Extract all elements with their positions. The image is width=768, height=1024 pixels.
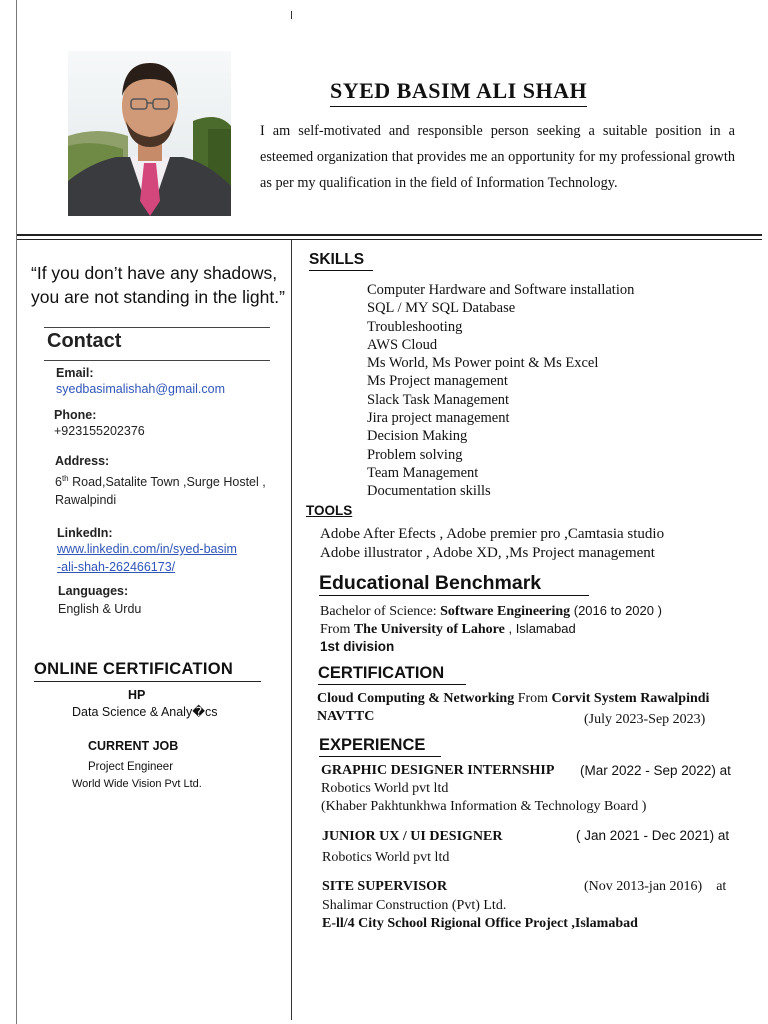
skill-item: Jira project management bbox=[367, 410, 510, 427]
header-divider-bottom bbox=[17, 239, 762, 240]
certification-course: Cloud Computing & Networking bbox=[317, 691, 515, 706]
certification-org: NAVTTC bbox=[317, 709, 375, 724]
header-divider-top bbox=[17, 234, 762, 236]
degree-prefix: Bachelor of Science: bbox=[320, 604, 441, 619]
degree-line bbox=[320, 602, 662, 620]
contact-rule-bottom bbox=[44, 360, 270, 361]
university-name: The University of Lahore bbox=[353, 622, 505, 637]
tools-heading: TOOLS bbox=[306, 503, 353, 518]
university-line bbox=[320, 620, 662, 638]
current-job-heading: CURRENT JOB bbox=[88, 739, 179, 753]
address-label: Address: bbox=[55, 454, 110, 468]
skill-item: Team Management bbox=[367, 464, 479, 481]
phone-block bbox=[54, 408, 145, 440]
profile-photo bbox=[68, 51, 231, 216]
certification-heading: CERTIFICATION bbox=[318, 664, 445, 682]
address-line-2: Rawalpindi bbox=[55, 493, 117, 508]
left-margin-line bbox=[16, 0, 17, 1024]
certification-institute: Corvit System Rawalpindi bbox=[551, 691, 710, 706]
column-divider bbox=[291, 240, 292, 1020]
certification-dates: (July 2023-Sep 2023) bbox=[584, 712, 706, 727]
university-city: , Islamabad bbox=[504, 621, 576, 636]
contact-heading: Contact bbox=[47, 330, 122, 352]
contact-rule-top bbox=[44, 327, 270, 328]
address-street: Road,Satalite Town ,Surge Hostel , bbox=[68, 475, 266, 490]
tools-line-1: Adobe After Efects , Adobe premier pro ,Camtasia studio bbox=[320, 526, 665, 542]
current-job-role: Project Engineer bbox=[88, 761, 174, 773]
skill-item: Troubleshooting bbox=[367, 318, 463, 335]
linkedin-block bbox=[57, 526, 237, 576]
candidate-name: SYED BASIM ALI SHAH bbox=[330, 78, 587, 107]
linkedin-link-line-2[interactable]: -ali-shah-262466173/ bbox=[57, 560, 176, 574]
skill-item: Problem solving bbox=[367, 446, 463, 463]
email-link[interactable]: syedbasimalishah@gmail.com bbox=[56, 382, 226, 396]
experience-heading: EXPERIENCE bbox=[319, 736, 426, 754]
education-heading: Educational Benchmark bbox=[319, 572, 542, 594]
job-dates: ( Jan 2021 - Dec 2021) at bbox=[576, 828, 730, 843]
phone-value: +923155202376 bbox=[54, 424, 145, 438]
division-line bbox=[320, 638, 662, 655]
tools-line-2: Adobe illustrator , Adobe XD, ,Ms Project management bbox=[320, 545, 655, 561]
quote-line-2: you are not standing in the light.” bbox=[31, 287, 285, 307]
languages-block bbox=[58, 584, 141, 618]
job-company: Shalimar Construction (Pvt) Ltd. bbox=[322, 898, 507, 913]
online-certification-heading: ONLINE CERTIFICATION bbox=[34, 660, 234, 678]
online-cert-course: Data Science & Analy�cs bbox=[72, 705, 218, 719]
skill-item: Decision Making bbox=[367, 428, 468, 445]
email-block bbox=[56, 366, 225, 398]
quote bbox=[31, 261, 291, 309]
education-rule bbox=[319, 595, 589, 596]
certification-rule bbox=[318, 684, 466, 685]
skill-item: Ms World, Ms Power point & Ms Excel bbox=[367, 355, 599, 372]
skill-item: AWS Cloud bbox=[367, 336, 438, 353]
skills-heading: SKILLS bbox=[309, 251, 365, 268]
skill-item: SQL / MY SQL Database bbox=[367, 300, 516, 317]
job-title: SITE SUPERVISOR bbox=[322, 879, 448, 894]
email-label: Email: bbox=[56, 366, 94, 380]
skill-item: Ms Project management bbox=[367, 373, 508, 390]
degree-years: (2016 to 2020 ) bbox=[570, 603, 662, 618]
certification-from: From bbox=[514, 691, 552, 706]
job-detail: E-ll/4 City School Rigional Office Project ,Islamabad bbox=[322, 916, 638, 931]
address-sup: th bbox=[61, 474, 69, 483]
division-text: division bbox=[339, 639, 395, 654]
degree-field: Software Engineering bbox=[440, 604, 571, 619]
address-line-1 bbox=[55, 470, 266, 491]
languages-label: Languages: bbox=[58, 584, 129, 598]
skill-item: Computer Hardware and Software installation bbox=[367, 282, 635, 298]
objective-text: I am self-motivated and responsible person seeking a suitable position in a esteemed organization that provides me an opportunity for my professional growth as per my qualification in the field of Information Technology. bbox=[260, 123, 735, 191]
skill-item: Documentation skills bbox=[367, 483, 491, 500]
current-job-company: World Wide Vision Pvt Ltd. bbox=[72, 778, 202, 790]
from-prefix: From bbox=[320, 622, 354, 637]
skills-list bbox=[367, 281, 634, 501]
skills-rule bbox=[309, 270, 373, 271]
job-company: Robotics World pvt ltd bbox=[322, 850, 450, 865]
certification-course-line bbox=[317, 690, 709, 708]
job-dates: (Nov 2013-jan 2016) at bbox=[584, 879, 727, 894]
phone-label: Phone: bbox=[54, 408, 97, 422]
header-tick bbox=[291, 11, 292, 19]
address-number: 6 bbox=[55, 475, 62, 490]
linkedin-label: LinkedIn: bbox=[57, 526, 113, 540]
skill-item: Slack Task Management bbox=[367, 391, 510, 408]
online-cert-provider: HP bbox=[128, 688, 146, 702]
online-cert-rule bbox=[34, 681, 261, 682]
job-company: Robotics World pvt ltd bbox=[321, 781, 449, 796]
tools-list bbox=[320, 525, 664, 563]
linkedin-link-line-1[interactable]: www.linkedin.com/in/syed-basim bbox=[57, 542, 237, 556]
quote-line-1: “If you don’t have any shadows, bbox=[31, 263, 278, 283]
job-detail: (Khaber Pakhtunkhwa Information & Technology Board ) bbox=[321, 799, 647, 814]
job-dates: (Mar 2022 - Sep 2022) at bbox=[580, 763, 731, 778]
job-title: GRAPHIC DESIGNER INTERNSHIP bbox=[321, 763, 555, 778]
address-block bbox=[55, 454, 266, 509]
experience-rule bbox=[319, 756, 441, 757]
job-title: JUNIOR UX / UI DESIGNER bbox=[322, 829, 503, 844]
education-details bbox=[320, 602, 662, 655]
languages-value: English & Urdu bbox=[58, 602, 142, 616]
division-number: 1st bbox=[320, 639, 340, 654]
